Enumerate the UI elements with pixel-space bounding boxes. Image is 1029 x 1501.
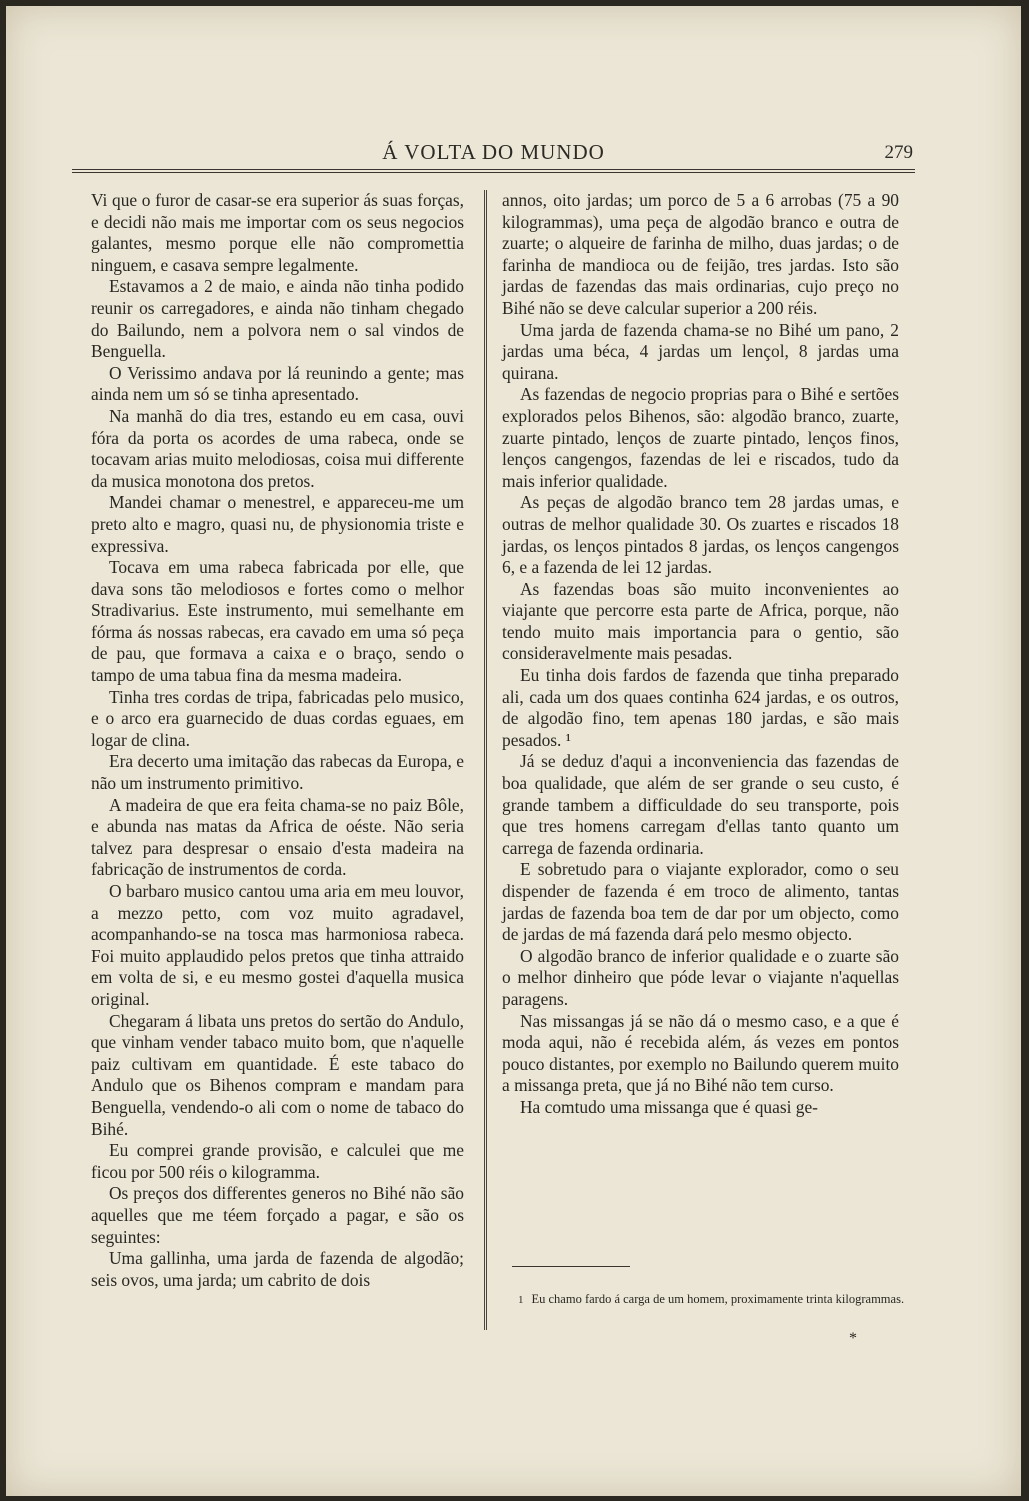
column-divider: [484, 190, 487, 1330]
paragraph: E sobretudo para o viajante explorador, como o seu dispender de fazenda é em troco de alimento, tantas jardas de fazenda boa tem de dar por um objecto, como de jardas de má fazenda dará pelo mesmo objecto.: [502, 859, 899, 945]
book-page: [6, 6, 1021, 1496]
paragraph: annos, oito jardas; um porco de 5 a 6 arrobas (75 a 90 kilogrammas), uma peça de algodão branco e outra de zuarte; o alqueire de farinha de milho, duas jardas; o de farinha de mandioca ou de feijão, tres jardas. Isto são jardas de fazendas das mais ordinarias, cujo preço no Bihé não se deve calcular superior a 200 réis.: [502, 190, 899, 318]
paragraph: Uma gallinha, uma jarda de fazenda de algodão; seis ovos, uma jarda; um cabrito de dois: [91, 1248, 464, 1290]
paragraph: Os preços dos differentes generos no Bihé não são aquelles que me téem forçado a pagar, e são os seguintes:: [91, 1183, 464, 1247]
paragraph: Eu comprei grande provisão, e calculei que me ficou por 500 réis o kilogramma.: [91, 1140, 464, 1182]
paragraph: Mandei chamar o menestrel, e appareceu-me um preto alto e magro, quasi nu, de physionomia triste e expressiva.: [91, 492, 464, 556]
paragraph: As peças de algodão branco tem 28 jardas umas, e outras de melhor qualidade 30. Os zuartes e riscados 18 jardas, os lenços pintados 8 jardas, os lenços cangengos 6, e a fazenda de lei 12 jardas.: [502, 492, 899, 578]
page-header: [74, 140, 913, 166]
paragraph: Chegaram á libata uns pretos do sertão do Andulo, que vinham vender tabaco muito bom, que n'aquelle paiz cultivam em quantidade. É este tabaco do Andulo que os Bihenos compram e mandam para Benguella, vendendo-o ali com o nome de tabaco do Bihé.: [91, 1010, 464, 1139]
paragraph: Ha comtudo uma missanga que é quasi ge-: [520, 1096, 818, 1117]
right-column: [502, 190, 899, 1119]
paragraph: As fazendas de negocio proprias para o Bihé e sertões explorados pelos Bihenos, são: algodão branco, zuarte, zuarte pintado, lenços de zuarte pintado, lenços finos, lenços cangengos, fazendas de lei e riscados, tudo da mais inferior qualidade.: [502, 384, 899, 491]
header-rule: [72, 169, 915, 173]
paragraph: Nas missangas já se não dá o mesmo caso, e a que é moda aqui, não é recebida além, ás vezes em pontos pouco distantes, por exemplo no Bailundo querem muito a missanga preta, que já no Bihé não tem curso.: [502, 1010, 899, 1096]
paragraph: As fazendas boas são muito inconvenientes ao viajante que percorre esta parte de Africa, porque, não tendo muito mais importancia para o gentio, são consideravelmente mais pesadas.: [502, 578, 899, 664]
left-column: [91, 190, 464, 1291]
running-title: Á VOLTA DO MUNDO: [382, 140, 605, 164]
paragraph: Estavamos a 2 de maio, e ainda não tinha podido reunir os carregadores, e ainda não tinham chegado do Bailundo, nem a polvora nem o sal vindos de Benguella.: [91, 276, 464, 362]
page-number: 279: [884, 142, 913, 163]
paragraph: O Verissimo andava por lá reunindo a gente; mas ainda nem um só se tinha apresentado.: [91, 362, 464, 405]
paragraph: Vi que o furor de casar-se era superior ás suas forças, e decidi não mais me importar com os seus negocios galantes, mesmo porque elle não compromettia ninguem, e casava sempre legalmente.: [91, 190, 464, 275]
paragraph: Na manhã do dia tres, estando eu em casa, ouvi fóra da porta os acordes de uma rabeca, onde se tocavam arias muito melodiosas, coisa mui differente da musica monotona dos pretos.: [91, 405, 464, 491]
printer-mark: *: [849, 1330, 857, 1347]
paragraph: Uma jarda de fazenda chama-se no Bihé um pano, 2 jardas uma béca, 4 jardas um lençol, 8 jardas uma quirana.: [502, 319, 899, 383]
paragraph: Tinha tres cordas de tripa, fabricadas pelo musico, e o arco era guarnecido de duas cordas eguaes, em logar de clina.: [91, 686, 464, 750]
paragraph: Já se deduz d'aqui a inconveniencia das fazendas de boa qualidade, que além de ser grande o seu custo, é grande tambem a difficuldade do seu transporte, pois que tres homens carregam d'ellas tanto quanto um carrega de fazenda ordinaria.: [502, 751, 899, 858]
footnote-text: Eu chamo fardo á carga de um homem, proximamente trinta kilogrammas.: [531, 1292, 905, 1306]
paragraph: O algodão branco de inferior qualidade e o zuarte são o melhor dinheiro que póde levar o viajante n'aquellas paragens.: [502, 945, 899, 1009]
paragraph: Eu tinha dois fardos de fazenda que tinha preparado ali, cada um dos quaes continha 624 jardas, e os outros, de algodão fino, tem apenas 180 jardas, e são mais pesados. ¹: [502, 665, 899, 750]
footnote-rule: [512, 1266, 630, 1267]
paragraph: Era decerto uma imitação das rabecas da Europa, e não um instrumento primitivo.: [91, 751, 464, 794]
paragraph: A madeira de que era feita chama-se no paiz Bôle, e abunda nas matas da Africa de oéste. Não seria talvez para despresar o ensaio d'esta madeira na fabricação de instrumentos de corda.: [91, 794, 464, 880]
footnote-number: 1: [518, 1294, 524, 1306]
paragraph: O barbaro musico cantou uma aria em meu louvor, a mezzo petto, com voz muito agradavel, acompanhando-se na tosca mas harmoniosa rabeca. Foi muito applaudido pelos pretos que tinha attraido em volta de si, e eu mesmo gostei d'aquella musica original.: [91, 881, 464, 1009]
footnote: [512, 1290, 907, 1310]
paragraph: Tocava em uma rabeca fabricada por elle, que dava sons tão melodiosos e fortes como o melhor Stradivarius. Este instrumento, mui semelhante em fórma ás nossas rabecas, era cavado em uma só peça de pau, que formava a caixa e o braço, sendo o tampo de uma tabua fina da mesma madeira.: [91, 557, 464, 686]
